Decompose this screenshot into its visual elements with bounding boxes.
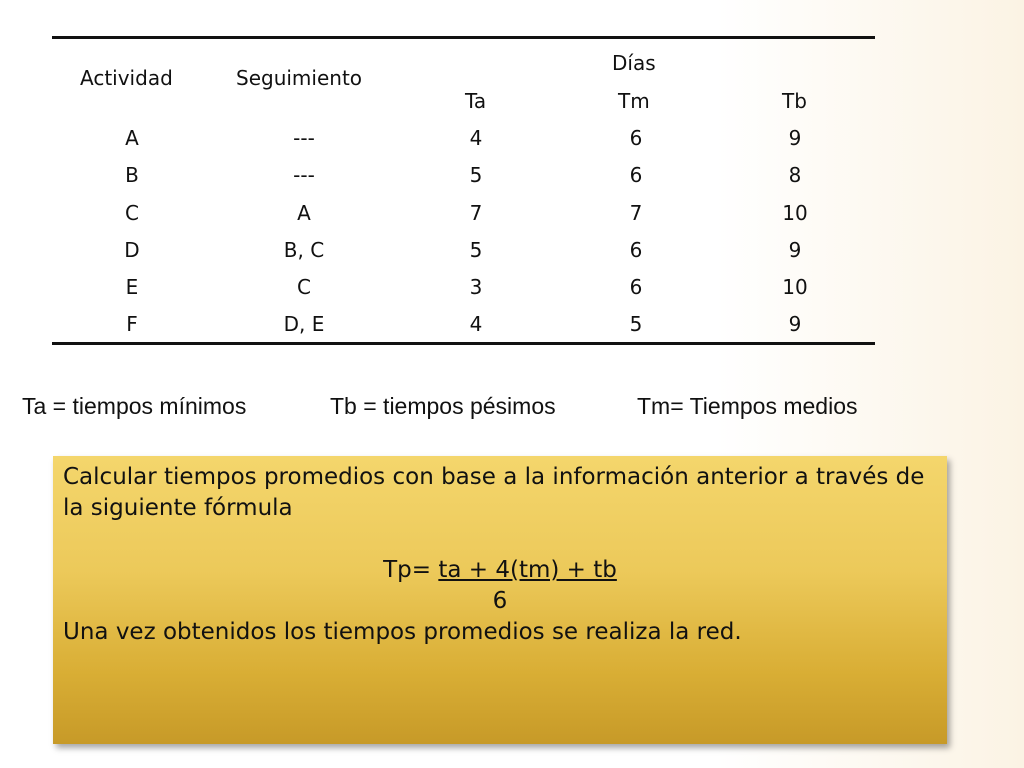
cell-tb: 10: [782, 275, 808, 300]
cell-seguimiento: B, C: [283, 237, 325, 262]
cell-tb: 9: [788, 312, 802, 337]
cell-ta: 5: [469, 163, 483, 188]
table-row: [52, 155, 875, 192]
table-row: [52, 118, 875, 155]
formula-numerator: ta + 4(tm) + tb: [438, 557, 617, 583]
cell-actividad: C: [125, 200, 139, 225]
instruction-box: [53, 456, 947, 744]
header-tb: Tb: [782, 89, 807, 113]
table-header: [52, 39, 875, 118]
header-tm: Tm: [618, 89, 650, 113]
cell-seguimiento: ---: [293, 126, 315, 150]
cell-tm: 7: [629, 200, 643, 225]
formula-prefix: Tp=: [383, 557, 439, 583]
cell-tm: 6: [629, 237, 643, 262]
cell-tb: 8: [788, 163, 802, 188]
cell-ta: 4: [469, 126, 483, 150]
cell-seguimiento: C: [297, 275, 311, 300]
cell-tm: 6: [629, 275, 643, 300]
cell-actividad: F: [126, 312, 138, 337]
instruction-intro: Calcular tiempos promedios con base a la información anterior a través de la siguiente fórmula: [63, 464, 925, 521]
table-row: [52, 267, 875, 304]
legend-tb: Tb = tiempos pésimos: [330, 393, 556, 419]
cell-ta: 4: [469, 312, 483, 337]
cell-actividad: E: [125, 275, 139, 300]
table-row: [52, 193, 875, 230]
cell-tb: 9: [788, 126, 802, 150]
cell-ta: 7: [469, 200, 483, 225]
cell-ta: 3: [469, 275, 483, 300]
header-ta: Ta: [465, 89, 487, 113]
formula: [63, 555, 937, 586]
cell-seguimiento: ---: [293, 163, 315, 188]
cell-actividad: B: [125, 163, 139, 188]
cell-actividad: D: [124, 237, 140, 262]
instruction-closing: Una vez obtenidos los tiempos promedios se realiza la red.: [63, 619, 742, 645]
header-dias: Días: [612, 51, 656, 75]
cell-tm: 6: [629, 126, 643, 150]
formula-denominator: 6: [492, 588, 508, 614]
cell-tm: 5: [629, 312, 643, 337]
header-seguimiento: Seguimiento: [236, 66, 363, 90]
cell-actividad: A: [125, 126, 139, 150]
cell-tb: 9: [788, 237, 802, 262]
cell-ta: 5: [469, 237, 483, 262]
legend-tm: Tm= Tiempos medios: [637, 393, 858, 419]
activity-table: [52, 36, 875, 345]
cell-tb: 10: [782, 200, 808, 225]
table-row: [52, 230, 875, 267]
legend-ta: Ta = tiempos mínimos: [22, 393, 247, 419]
cell-tm: 6: [629, 163, 643, 188]
cell-seguimiento: A: [297, 200, 311, 225]
cell-seguimiento: D, E: [283, 312, 325, 337]
table-row: [52, 304, 875, 341]
header-actividad: Actividad: [80, 66, 173, 90]
